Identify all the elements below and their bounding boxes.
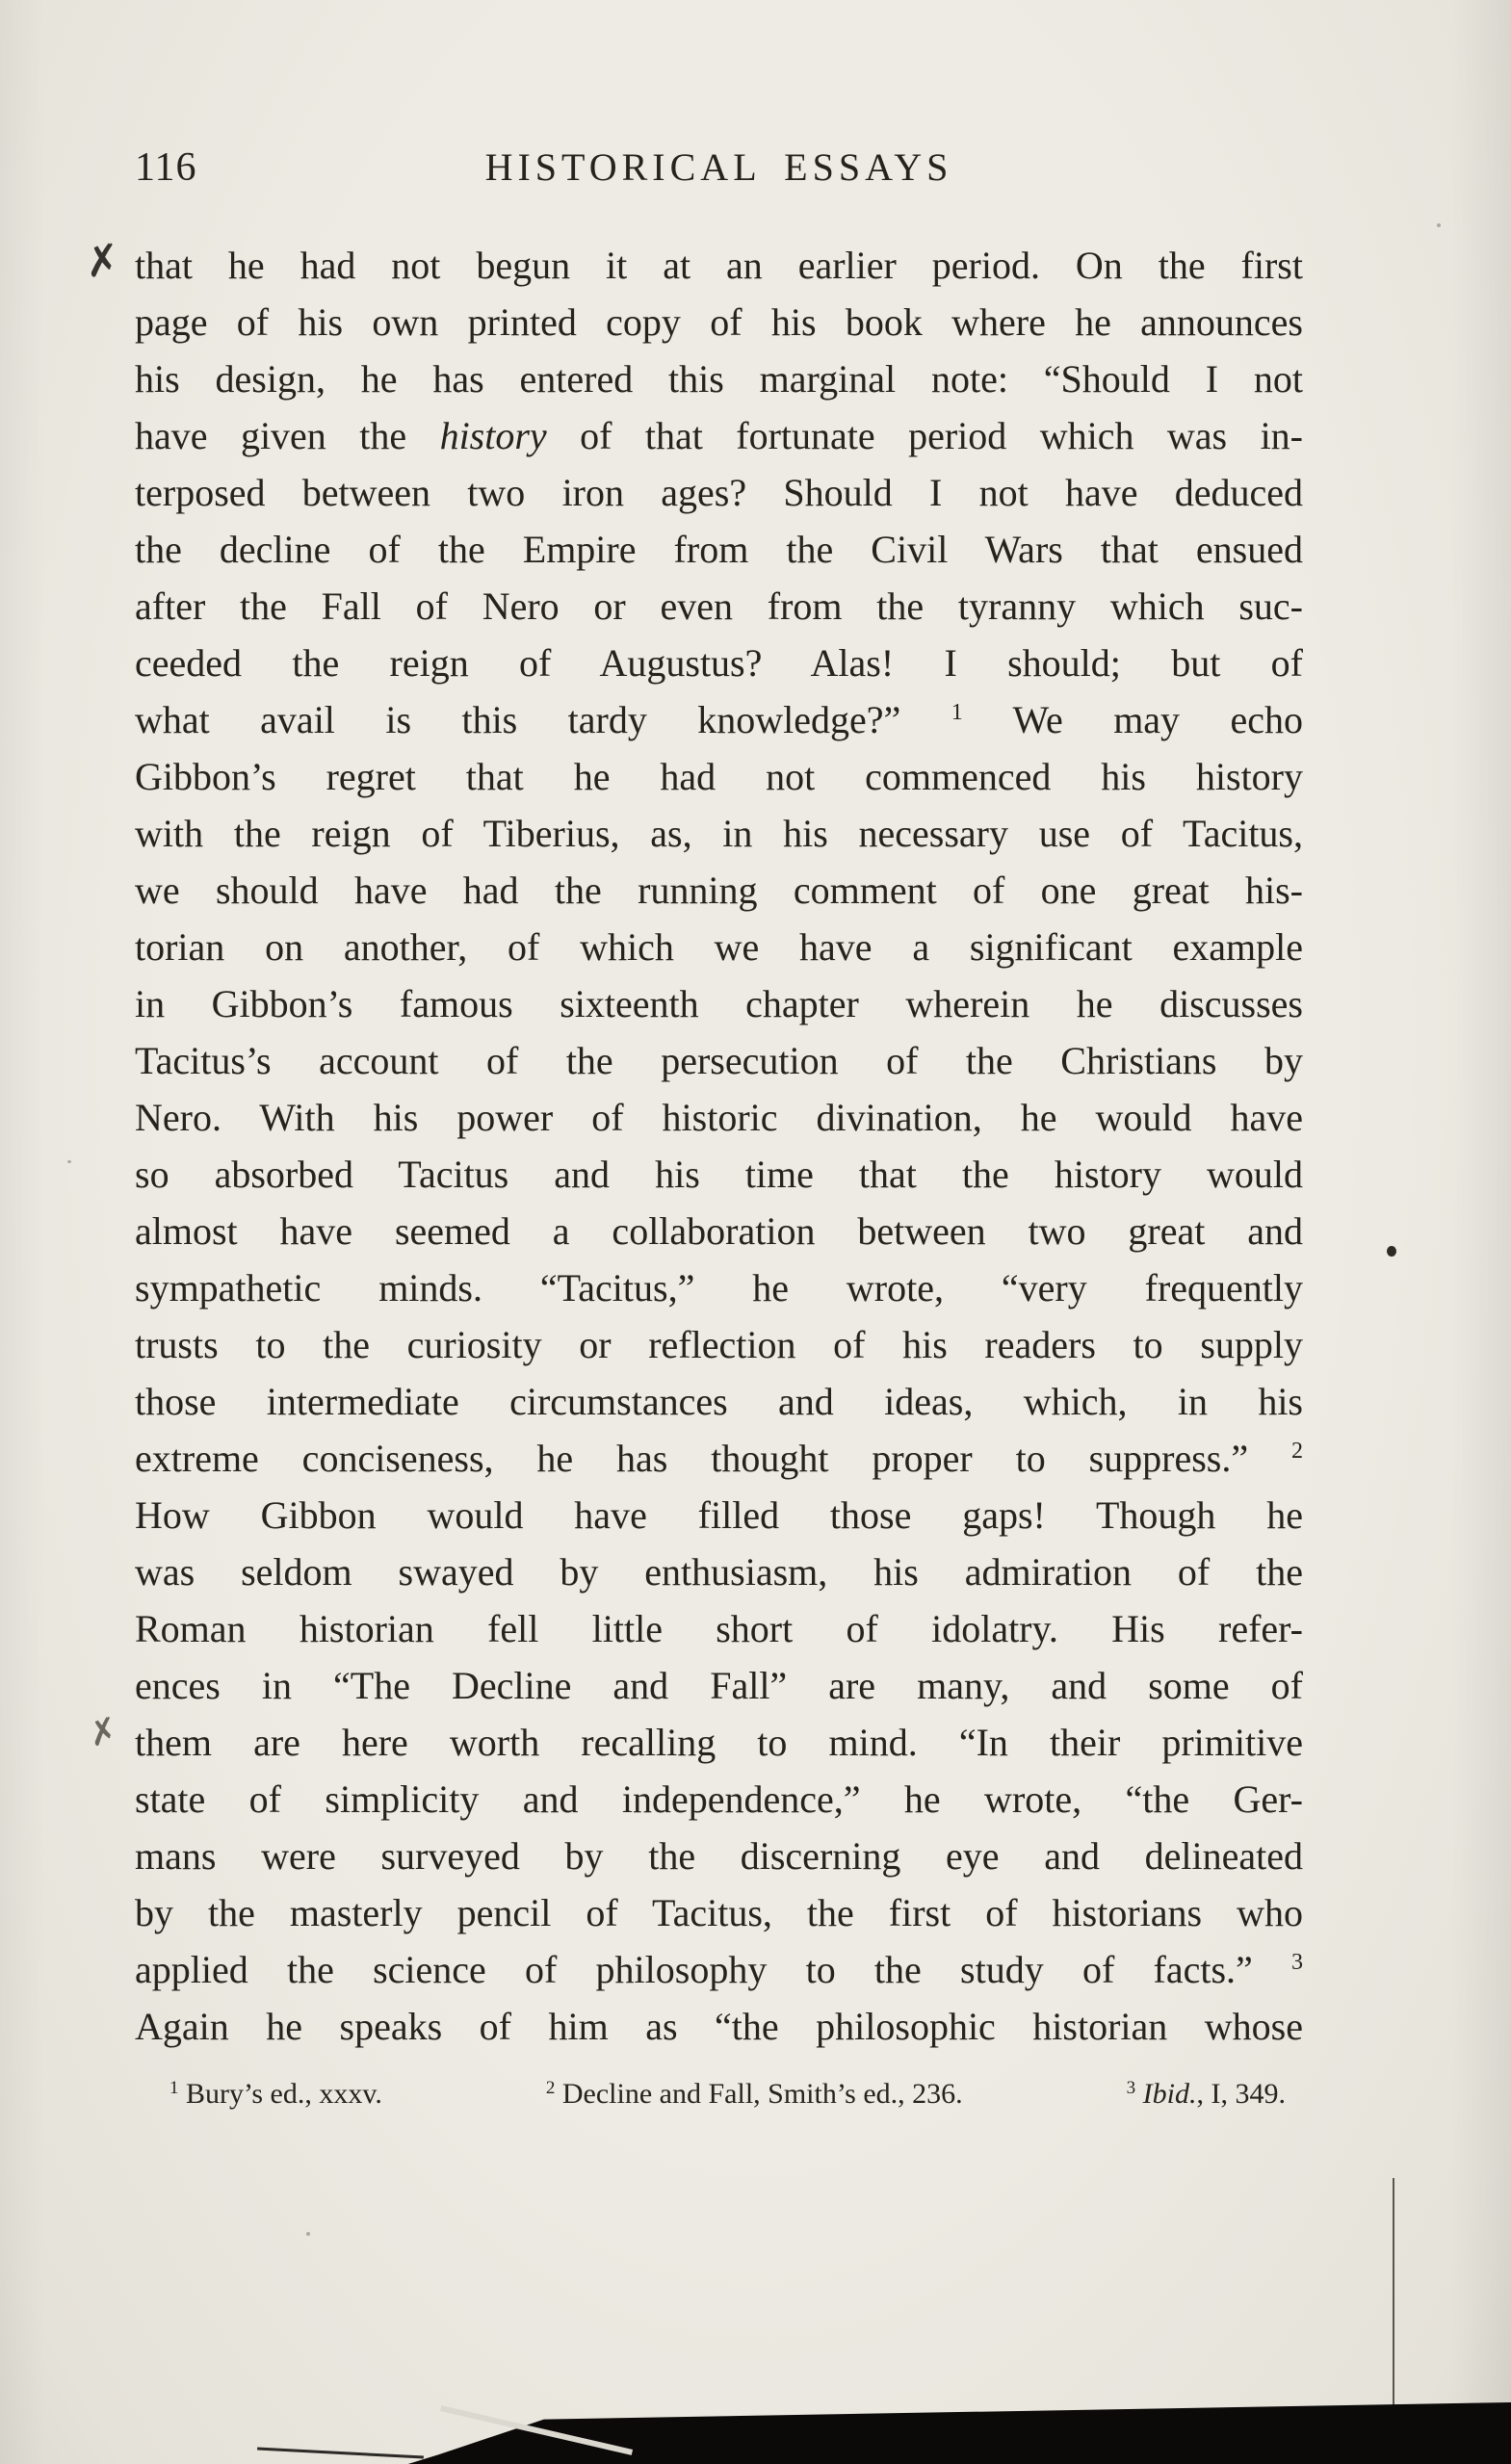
footnote-reference: 2: [1291, 1439, 1303, 1464]
pencil-margin-mark: ✗: [81, 235, 124, 288]
text-line: [135, 1657, 1303, 1714]
text-run: the decline of the Empire from the Civil Wars that ensued: [135, 528, 1303, 571]
text-line: [135, 1884, 1303, 1941]
text-line: [135, 1146, 1303, 1203]
text-run: Roman historian fell little short of idolatry. His refer-: [135, 1607, 1303, 1650]
scan-edge-black-band: [0, 2387, 1511, 2464]
footnote: [169, 2076, 382, 2113]
text-run: have given the: [135, 414, 440, 457]
text-run: so absorbed Tacitus and his time that the history would: [135, 1153, 1303, 1196]
text-run: history: [439, 414, 547, 457]
text-run: How Gibbon would have filled those gaps! Though he: [135, 1493, 1303, 1537]
footnote-reference: 2: [545, 2078, 556, 2098]
text-line: [135, 578, 1303, 635]
footnote-reference: 3: [1291, 1950, 1303, 1975]
text-run: by the masterly pencil of Tacitus, the first of historians who: [135, 1891, 1303, 1934]
text-line: [135, 1089, 1303, 1146]
scan-speck: [306, 2232, 310, 2236]
text-line: [135, 521, 1303, 578]
text-run: terposed between two iron ages? Should I not have deduced: [135, 471, 1303, 514]
text-line: [135, 635, 1303, 691]
text-line: [135, 1430, 1303, 1487]
text-line: [135, 1941, 1303, 1998]
text-line: [135, 1487, 1303, 1543]
scan-edge-thin-line: [257, 2447, 423, 2458]
body-text: [135, 237, 1303, 2055]
text-run: page of his own printed copy of his book where he announces: [135, 300, 1303, 344]
footnote: [546, 2076, 963, 2113]
scan-speck: [67, 1160, 71, 1163]
text-run: after the Fall of Nero or even from the tyranny which suc-: [135, 584, 1303, 628]
text-line: [135, 975, 1303, 1032]
text-run: Ibid.: [1142, 2078, 1197, 2110]
text-line: [135, 691, 1303, 748]
text-run: trusts to the curiosity or reflection of his readers to supply: [135, 1323, 1303, 1366]
text-line: [135, 1259, 1303, 1316]
text-line: [135, 805, 1303, 862]
text-run: Bury’s ed., xxxv.: [178, 2078, 382, 2110]
text-run: Gibbon’s regret that he had not commenced his history: [135, 755, 1303, 798]
text-line: [135, 1771, 1303, 1828]
text-line: [135, 1828, 1303, 1884]
text-line: [135, 1032, 1303, 1089]
text-run: his design, he has entered this marginal note: “Should I not: [135, 357, 1303, 401]
text-run: applied the science of philosophy to the study of facts.”: [135, 1948, 1291, 1991]
text-line: [135, 1316, 1303, 1373]
text-run: mans were surveyed by the discerning eye and delineated: [135, 1834, 1303, 1878]
text-run: extreme conciseness, he has thought proper to suppress.”: [135, 1437, 1291, 1480]
text-run: was seldom swayed by enthusiasm, his admiration of the: [135, 1550, 1303, 1594]
text-line: [135, 1543, 1303, 1600]
ink-dot-artifact: [1387, 1246, 1396, 1257]
text-line: [135, 237, 1303, 294]
text-run: with the reign of Tiberius, as, in his necessary use of Tacitus,: [135, 812, 1303, 855]
text-line: [135, 1714, 1303, 1771]
text-run: those intermediate circumstances and ideas, which, in his: [135, 1380, 1303, 1423]
text-run: Nero. With his power of historic divination, he would have: [135, 1096, 1303, 1139]
text-run: ceeded the reign of Augustus? Alas! I should; but of: [135, 641, 1303, 685]
footnote: [1127, 2076, 1286, 2113]
text-run: We may echo: [962, 698, 1303, 741]
text-run: Decline and Fall, Smith’s ed., 236.: [555, 2078, 963, 2110]
text-line: [135, 407, 1303, 464]
text-line: [135, 1373, 1303, 1430]
text-line: [135, 350, 1303, 407]
text-run: what avail is this tardy knowledge?”: [135, 698, 951, 741]
page-number: 116: [135, 145, 197, 190]
text-run: in Gibbon’s famous sixteenth chapter wherein he discusses: [135, 982, 1303, 1025]
text-run: sympathetic minds. “Tacitus,” he wrote, “very frequently: [135, 1266, 1303, 1310]
text-run: ences in “The Decline and Fall” are many, and some of: [135, 1664, 1303, 1707]
footnote-reference: 3: [1126, 2078, 1136, 2098]
text-run: [1135, 2078, 1143, 2110]
text-line: [135, 1203, 1303, 1259]
text-line: [135, 1600, 1303, 1657]
text-run: we should have had the running comment of one great his-: [135, 869, 1303, 912]
footnote-reference: 1: [951, 700, 963, 725]
footnotes: [135, 2076, 1303, 2113]
text-run: Tacitus’s account of the persecution of the Christians by: [135, 1039, 1303, 1082]
text-run: state of simplicity and independence,” he wrote, “the Ger-: [135, 1777, 1303, 1821]
text-line: [135, 919, 1303, 975]
text-run: almost have seemed a collaboration between two great and: [135, 1209, 1303, 1253]
text-line: [135, 1998, 1303, 2055]
scan-edge-artifact: [0, 2387, 1511, 2464]
page-header: [135, 144, 1303, 195]
text-run: torian on another, of which we have a significant example: [135, 925, 1303, 969]
text-run: of that fortunate period which was in-: [546, 414, 1303, 457]
text-line: [135, 464, 1303, 521]
text-block: [135, 237, 1303, 2113]
scan-speck: [1437, 223, 1441, 227]
text-run: that he had not begun it at an earlier period. On the first: [135, 244, 1303, 287]
text-line: [135, 748, 1303, 805]
footnote-reference: 1: [169, 2078, 179, 2098]
text-line: [135, 294, 1303, 350]
text-run: Again he speaks of him as “the philosophic historian whose: [135, 2005, 1303, 2048]
text-run: them are here worth recalling to mind. “In their primitive: [135, 1721, 1303, 1764]
text-line: [135, 862, 1303, 919]
pencil-margin-mark: ✗: [84, 1709, 122, 1755]
text-run: , I, 349.: [1196, 2078, 1286, 2110]
running-head-title: HISTORICAL ESSAYS: [484, 145, 953, 189]
